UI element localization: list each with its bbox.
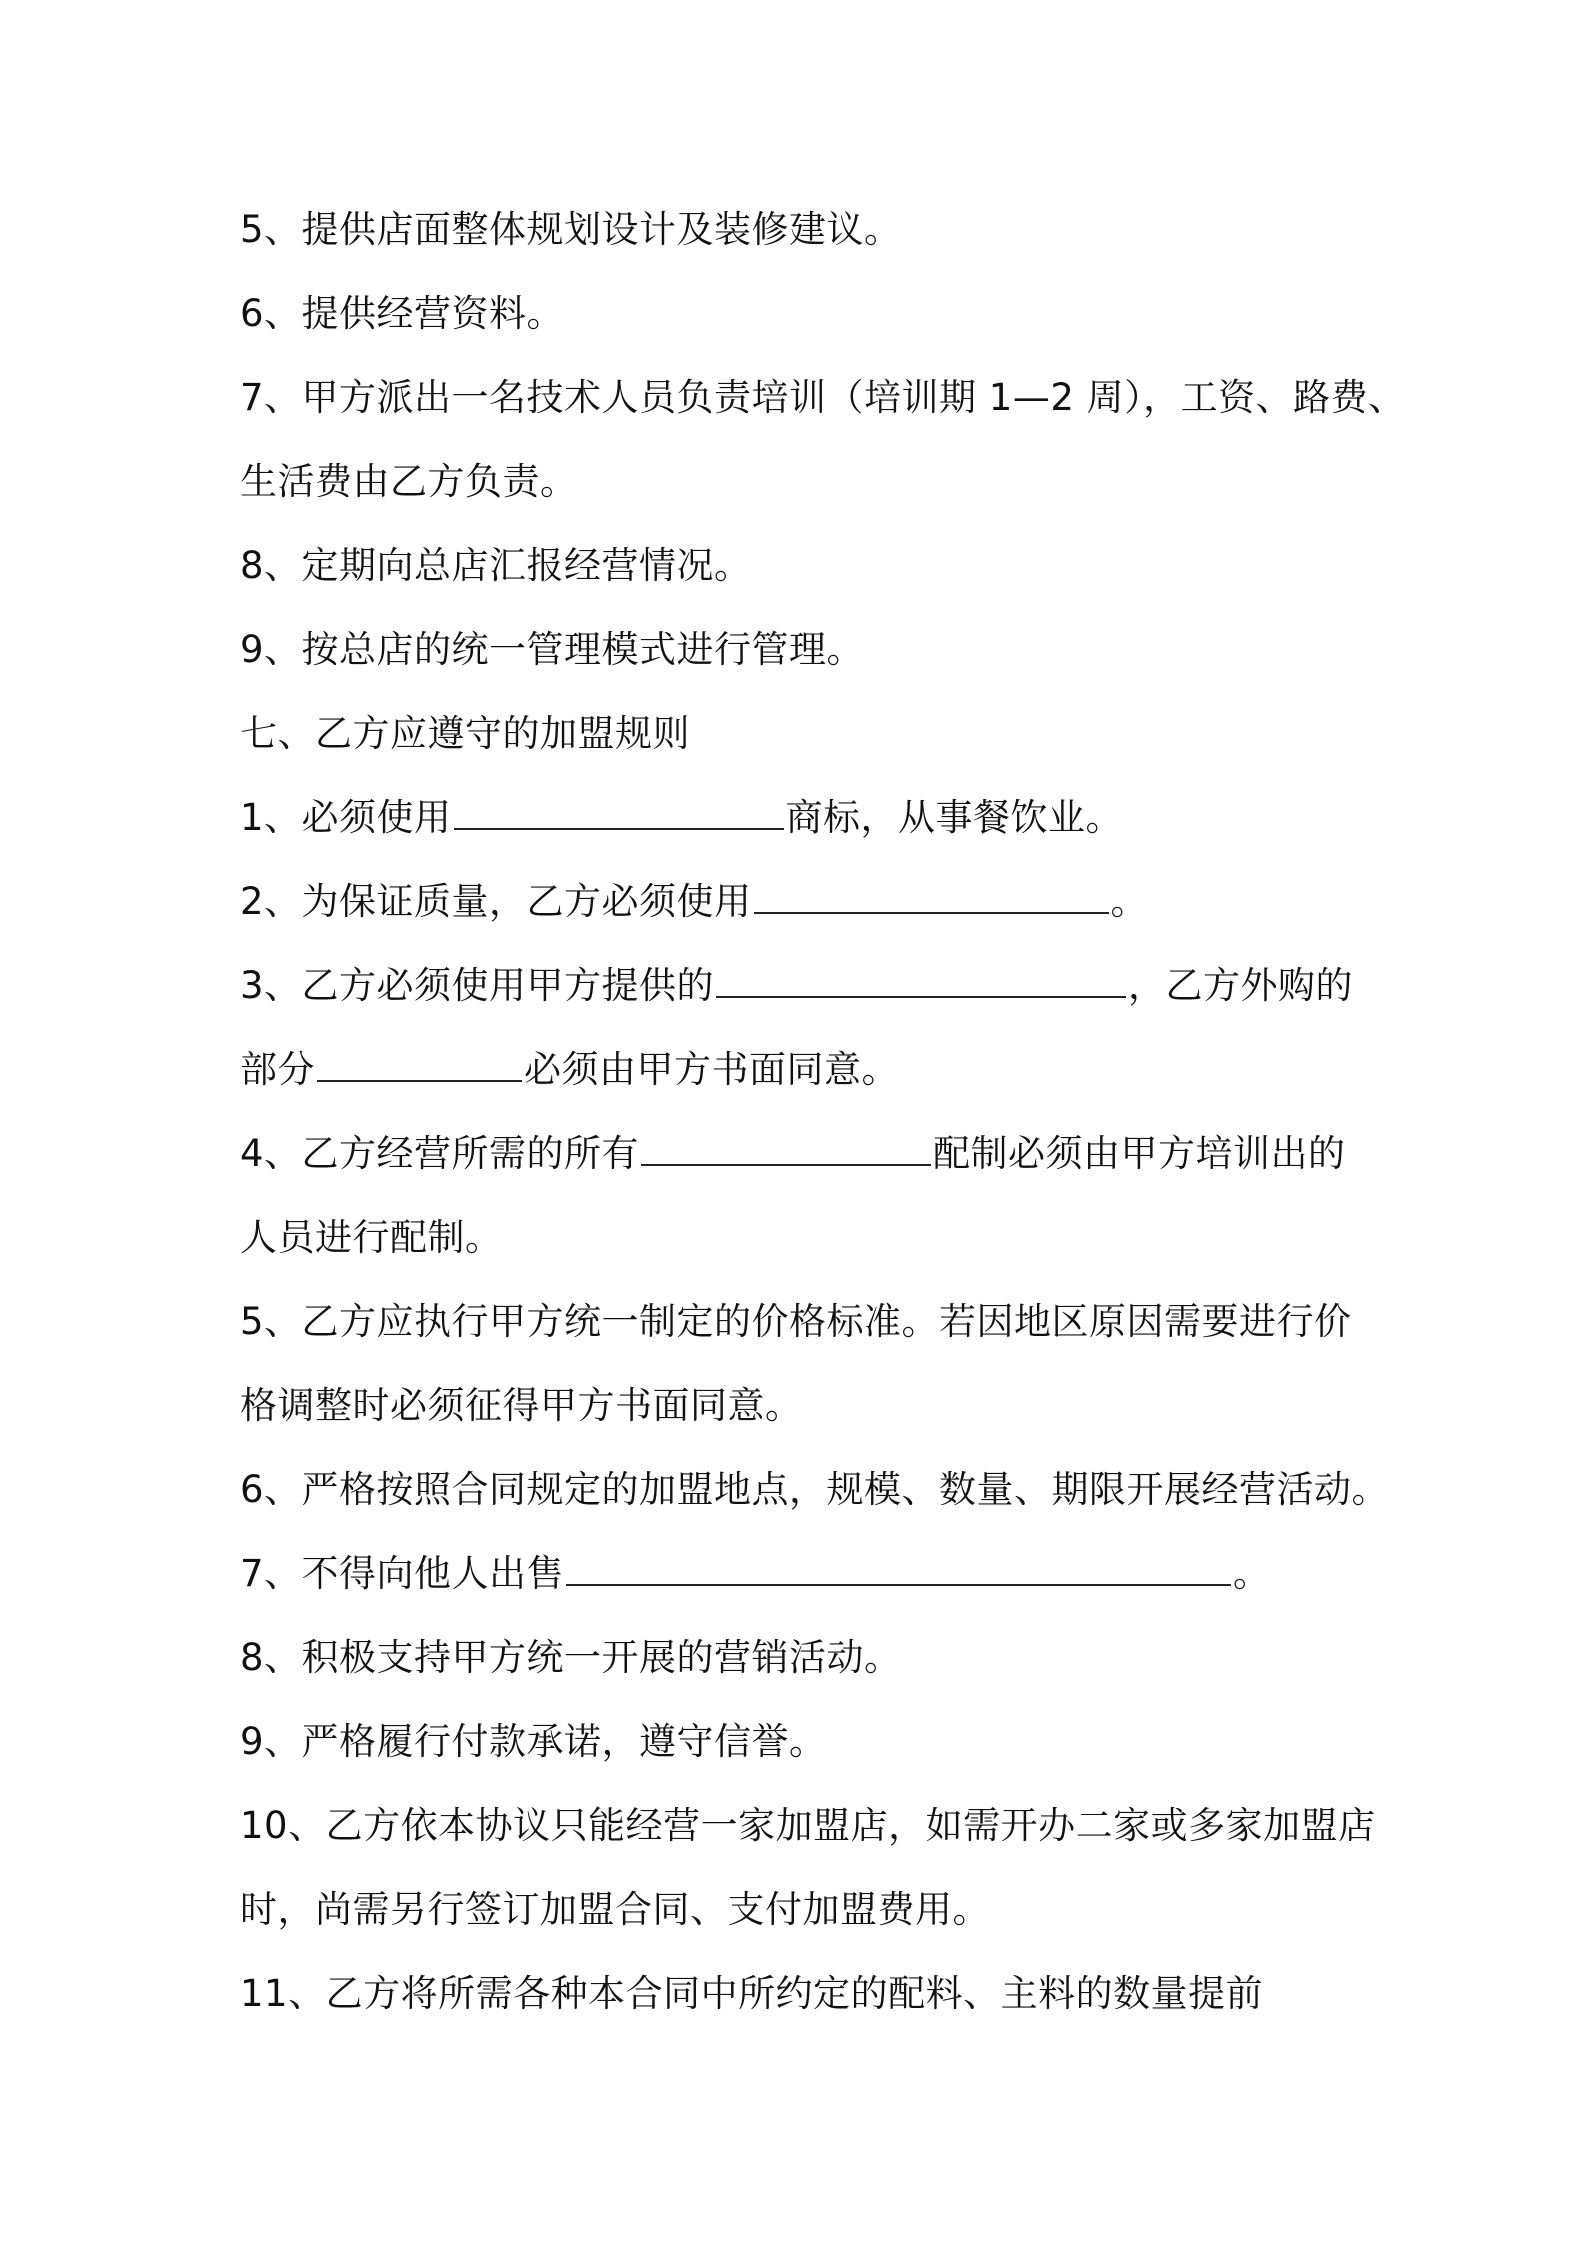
line-text-after: 商标，从事餐饮业。 [785, 796, 1124, 839]
text-line: 5、乙方应执行甲方统一制定的价格标准。若因地区原因需要进行价 [240, 1300, 1352, 1343]
fill-in-blank [641, 1120, 931, 1166]
text-line: 7、甲方派出一名技术人员负责培训（培训期 1—2 周），工资、路费、 [240, 376, 1406, 419]
fill-in-blank [454, 784, 784, 830]
text-line: 8、定期向总店汇报经营情况。 [240, 544, 752, 587]
text-line: 6、提供经营资料。 [240, 292, 565, 335]
text-line: 8、积极支持甲方统一开展的营销活动。 [240, 1636, 902, 1679]
line-text-before: 部分 [240, 1048, 315, 1091]
text-line: 6、严格按照合同规定的加盟地点，规模、数量、期限开展经营活动。 [240, 1468, 1390, 1511]
line-text-after: 。 [1233, 1552, 1271, 1595]
text-line: 11、乙方将所需各种本合同中所约定的配料、主料的数量提前 [240, 1972, 1264, 2015]
line-text-after: 配制必须由甲方培训出的 [933, 1132, 1346, 1175]
line-text-after: ，乙方外购的 [1128, 964, 1354, 1007]
text-line-with-blank [240, 783, 1420, 867]
text-line: 9、按总店的统一管理模式进行管理。 [240, 628, 865, 671]
text-line-with-blank [240, 951, 1420, 1035]
text-line: 格调整时必须征得甲方书面同意。 [240, 1384, 803, 1427]
line-text-after: 必须由甲方书面同意。 [524, 1048, 899, 1091]
text-line: 5、提供店面整体规划设计及装修建议。 [240, 208, 902, 251]
text-line: 10、乙方依本协议只能经营一家加盟店，如需开办二家或多家加盟店 [240, 1804, 1376, 1847]
text-line-with-blank [240, 867, 1420, 951]
text-line: 时，尚需另行签订加盟合同、支付加盟费用。 [240, 1888, 990, 1931]
text-line: 人员进行配制。 [240, 1216, 503, 1259]
line-text-before: 4、乙方经营所需的所有 [240, 1132, 640, 1175]
fill-in-blank [716, 952, 1126, 998]
section-heading: 七、乙方应遵守的加盟规则 [240, 712, 690, 755]
text-line-with-blank [240, 1539, 1420, 1623]
line-text-before: 2、为保证质量，乙方必须使用 [240, 880, 752, 923]
fill-in-blank [566, 1540, 1231, 1586]
text-line-with-blank [240, 1035, 1420, 1119]
fill-in-blank [317, 1036, 522, 1082]
text-line-with-blank [240, 1119, 1420, 1203]
line-text-before: 7、不得向他人出售 [240, 1552, 565, 1595]
fill-in-blank [754, 868, 1109, 914]
line-text-before: 1、必须使用 [240, 796, 452, 839]
text-line: 生活费由乙方负责。 [240, 460, 578, 503]
line-text-after: 。 [1110, 880, 1149, 923]
document-body [240, 195, 1420, 2043]
line-text-before: 3、乙方必须使用甲方提供的 [240, 964, 715, 1007]
text-line: 9、严格履行付款承诺，遵守信誉。 [240, 1720, 827, 1763]
